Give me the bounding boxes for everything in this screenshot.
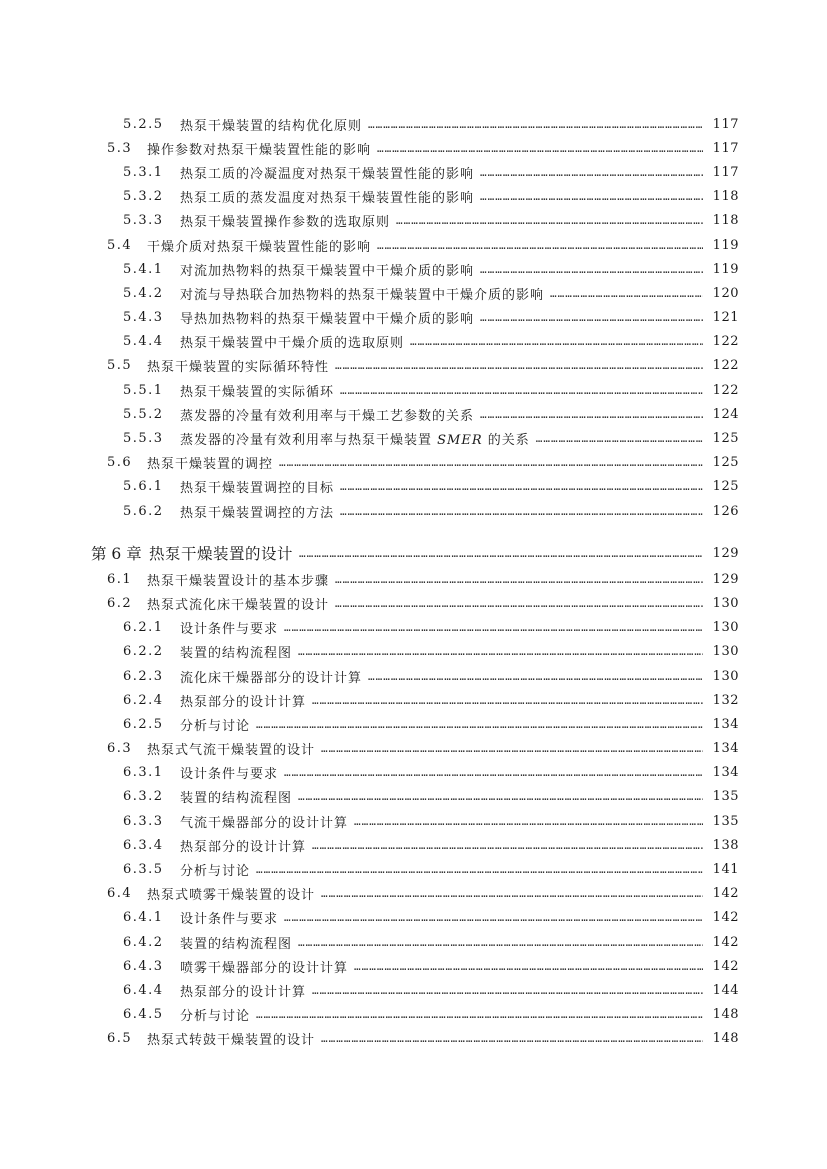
entry-title: 流化床干燥器部分的设计计算	[180, 670, 363, 686]
toc-entry-row[interactable]	[0, 209, 827, 233]
entry-page-number: 118	[712, 213, 739, 229]
entry-number: 5.6.1	[123, 479, 164, 495]
entry-number: 6.4.4	[123, 982, 164, 998]
chapter-title: 热泵干燥装置的设计	[149, 545, 294, 564]
entry-title: 热泵干燥装置设计的基本步骤	[147, 573, 330, 589]
entry-title: 热泵部分的设计计算	[180, 839, 307, 855]
entry-page-number: 142	[712, 910, 739, 926]
dot-leader	[312, 839, 703, 852]
entry-page-number: 138	[712, 837, 739, 853]
entry-number: 6.2.1	[123, 620, 164, 636]
entry-title: 热泵干燥装置的实际循环	[180, 384, 335, 400]
entry-title: 对流加热物料的热泵干燥装置中干燥介质的影响	[180, 263, 475, 279]
entry-page-number: 130	[712, 620, 739, 636]
entry-title: 热泵式气流干燥装置的设计	[147, 743, 316, 759]
toc-entry-row[interactable]	[0, 185, 827, 209]
entry-number: 6.2.2	[123, 644, 164, 660]
toc-entry-row[interactable]	[0, 281, 827, 305]
entry-page-number: 130	[712, 595, 739, 611]
toc-entry-row[interactable]	[0, 354, 827, 378]
dot-leader	[550, 287, 703, 300]
toc-entry-row[interactable]	[0, 809, 827, 833]
toc-entry-row[interactable]	[0, 402, 827, 426]
toc-entry-row[interactable]	[0, 978, 827, 1002]
dot-leader	[368, 118, 703, 131]
entry-page-number: 130	[712, 644, 739, 660]
entry-page-number: 134	[712, 716, 739, 732]
dot-leader	[377, 142, 703, 155]
entry-page-number: 122	[712, 382, 739, 398]
dot-leader	[321, 1032, 703, 1045]
entry-number: 6.2.5	[123, 716, 164, 732]
entry-number: 5.5.3	[123, 431, 164, 447]
entry-page-number: 121	[712, 310, 739, 326]
entry-title: 干燥介质对热泵干燥装置性能的影响	[147, 239, 372, 255]
toc-entry-row[interactable]	[0, 906, 827, 930]
entry-page-number: 118	[712, 189, 739, 205]
toc-entry-row[interactable]	[0, 330, 827, 354]
entry-number: 5.4.2	[123, 285, 164, 301]
entry-number: 6.1	[107, 571, 133, 587]
entry-number: 5.5.1	[123, 382, 164, 398]
entry-page-number: 122	[712, 334, 739, 350]
chapter-page-number: 129	[712, 545, 739, 561]
entry-number: 6.3.2	[123, 789, 164, 805]
dot-leader	[410, 335, 703, 348]
dot-leader	[256, 1008, 703, 1021]
dot-leader	[480, 311, 703, 324]
toc-entry-row[interactable]	[0, 426, 827, 450]
entry-number: 5.3	[107, 140, 133, 156]
entry-page-number: 117	[712, 140, 739, 156]
dot-leader	[480, 166, 703, 179]
entry-number: 6.2.4	[123, 692, 164, 708]
entry-page-number: 142	[712, 934, 739, 950]
dot-leader	[321, 887, 703, 900]
entry-title: 蒸发器的冷量有效利用率与热泵干燥装置 SMER 的关系	[180, 433, 530, 449]
entry-number: 5.5.2	[123, 406, 164, 422]
dot-leader	[335, 359, 703, 372]
entry-page-number: 144	[712, 982, 739, 998]
dot-leader	[298, 790, 703, 803]
toc-entry-row[interactable]	[0, 737, 827, 761]
entry-number: 6.4.1	[123, 910, 164, 926]
entry-page-number: 126	[712, 503, 739, 519]
toc-entry-row[interactable]	[0, 640, 827, 664]
entry-number: 6.5	[107, 1031, 133, 1047]
entry-title: 热泵干燥装置的调控	[147, 457, 274, 473]
entry-title: 热泵式流化床干燥装置的设计	[147, 597, 330, 613]
entry-number: 5.3.1	[123, 164, 164, 180]
chapter-number: 第 6 章	[91, 545, 142, 564]
entry-number: 5.4	[107, 237, 133, 253]
entry-page-number: 148	[712, 1007, 739, 1023]
entry-number: 6.4.2	[123, 934, 164, 950]
dot-leader	[321, 742, 703, 755]
entry-number: 5.6.2	[123, 503, 164, 519]
entry-page-number: 134	[712, 741, 739, 757]
toc-entry-row[interactable]	[0, 688, 827, 712]
entry-title: 分析与讨论	[180, 718, 251, 734]
dot-leader	[354, 960, 703, 973]
dot-leader	[340, 384, 703, 397]
dot-leader	[377, 239, 703, 252]
entry-title: 设计条件与要求	[180, 767, 279, 783]
entry-number: 5.4.3	[123, 310, 164, 326]
entry-title: 热泵干燥装置调控的方法	[180, 505, 335, 521]
dot-leader	[536, 432, 703, 445]
entry-title: 装置的结构流程图	[180, 791, 293, 807]
dot-leader	[340, 505, 703, 518]
entry-page-number: 142	[712, 886, 739, 902]
dot-leader	[312, 694, 703, 707]
toc-entry-row[interactable]	[0, 499, 827, 523]
entry-page-number: 135	[712, 813, 739, 829]
toc-entry-row[interactable]	[0, 451, 827, 475]
toc-entry-row[interactable]	[0, 712, 827, 736]
toc-entry-row[interactable]	[0, 785, 827, 809]
entry-number: 6.4	[107, 886, 133, 902]
toc-chapter-row[interactable]	[0, 539, 827, 567]
entry-title: 热泵干燥装置操作参数的选取原则	[180, 215, 391, 231]
entry-number: 5.2.5	[123, 116, 164, 132]
dot-leader	[284, 911, 703, 924]
entry-page-number: 125	[712, 455, 739, 471]
dot-leader	[284, 621, 703, 634]
entry-title: 设计条件与要求	[180, 912, 279, 928]
entry-title: 设计条件与要求	[180, 622, 279, 638]
entry-title: 热泵干燥装置的结构优化原则	[180, 118, 363, 134]
entry-page-number: 129	[712, 571, 739, 587]
toc-entry-row[interactable]	[0, 136, 827, 160]
entry-title: 对流与导热联合加热物料的热泵干燥装置中干燥介质的影响	[180, 287, 545, 303]
entry-number: 5.6	[107, 455, 133, 471]
entry-page-number: 125	[712, 431, 739, 447]
dot-leader	[480, 408, 703, 421]
entry-page-number: 119	[712, 237, 739, 253]
dot-leader	[284, 766, 703, 779]
dot-leader	[298, 645, 703, 658]
dot-leader	[480, 263, 703, 276]
toc-entry-row[interactable]	[0, 257, 827, 281]
entry-number: 6.3.1	[123, 765, 164, 781]
entry-title: 热泵部分的设计计算	[180, 694, 307, 710]
entry-page-number: 117	[712, 116, 739, 132]
entry-page-number: 141	[712, 862, 739, 878]
entry-page-number: 142	[712, 958, 739, 974]
entry-title: 分析与讨论	[180, 1009, 251, 1025]
toc-entry-row[interactable]	[0, 475, 827, 499]
entry-page-number: 120	[712, 285, 739, 301]
toc-entry-row[interactable]	[0, 857, 827, 881]
entry-number: 6.3	[107, 741, 133, 757]
toc-entry-row[interactable]	[0, 160, 827, 184]
toc-entry-row[interactable]	[0, 954, 827, 978]
entry-page-number: 148	[712, 1031, 739, 1047]
entry-page-number: 130	[712, 668, 739, 684]
toc-entry-row[interactable]	[0, 306, 827, 330]
entry-page-number: 125	[712, 479, 739, 495]
entry-title: 热泵工质的冷凝温度对热泵干燥装置性能的影响	[180, 166, 475, 182]
entry-title: 热泵干燥装置的实际循环特性	[147, 360, 330, 376]
table-of-contents	[0, 112, 827, 1051]
entry-number: 6.3.5	[123, 862, 164, 878]
toc-entry-row[interactable]	[0, 761, 827, 785]
dot-leader	[354, 815, 703, 828]
entry-title: 热泵部分的设计计算	[180, 984, 307, 1000]
entry-number: 6.2	[107, 595, 133, 611]
entry-title: 装置的结构流程图	[180, 936, 293, 952]
entry-page-number: 117	[712, 164, 739, 180]
toc-entry-row[interactable]	[0, 882, 827, 906]
entry-number: 6.4.5	[123, 1007, 164, 1023]
dot-leader	[368, 670, 703, 683]
entry-number: 6.4.3	[123, 958, 164, 974]
entry-number: 5.3.3	[123, 213, 164, 229]
dot-leader	[299, 547, 703, 560]
dot-leader	[335, 597, 703, 610]
toc-entry-row[interactable]	[0, 233, 827, 257]
toc-entry-row[interactable]	[0, 664, 827, 688]
entry-number: 6.3.3	[123, 813, 164, 829]
entry-page-number: 122	[712, 358, 739, 374]
dot-leader	[480, 190, 703, 203]
entry-number: 5.5	[107, 358, 133, 374]
toc-group-chapter-6	[0, 567, 827, 1051]
dot-leader	[256, 718, 703, 731]
toc-entry-row[interactable]	[0, 833, 827, 857]
toc-entry-row[interactable]	[0, 591, 827, 615]
entry-number: 5.3.2	[123, 189, 164, 205]
entry-title: 导热加热物料的热泵干燥装置中干燥介质的影响	[180, 312, 475, 328]
entry-number: 5.4.1	[123, 261, 164, 277]
entry-title: 喷雾干燥器部分的设计计算	[180, 960, 349, 976]
toc-group-chapter-5	[0, 112, 827, 523]
entry-title: 分析与讨论	[180, 864, 251, 880]
entry-title: 装置的结构流程图	[180, 646, 293, 662]
dot-leader	[396, 214, 703, 227]
toc-entry-row[interactable]	[0, 616, 827, 640]
entry-title: 气流干燥器部分的设计计算	[180, 815, 349, 831]
entry-title: 蒸发器的冷量有效利用率与干燥工艺参数的关系	[180, 408, 475, 424]
entry-title: 热泵式喷雾干燥装置的设计	[147, 888, 316, 904]
entry-number: 6.2.3	[123, 668, 164, 684]
toc-entry-row[interactable]	[0, 378, 827, 402]
entry-page-number: 124	[712, 406, 739, 422]
toc-entry-row[interactable]	[0, 930, 827, 954]
entry-page-number: 135	[712, 789, 739, 805]
entry-title: 热泵工质的蒸发温度对热泵干燥装置性能的影响	[180, 191, 475, 207]
toc-entry-row[interactable]	[0, 567, 827, 591]
dot-leader	[256, 863, 703, 876]
entry-title: 热泵干燥装置调控的目标	[180, 481, 335, 497]
dot-leader	[312, 984, 703, 997]
entry-number: 5.4.4	[123, 334, 164, 350]
entry-title: 热泵式转鼓干燥装置的设计	[147, 1033, 316, 1049]
entry-number: 6.3.4	[123, 837, 164, 853]
dot-leader	[335, 573, 703, 586]
toc-entry-row[interactable]	[0, 1027, 827, 1051]
entry-page-number: 132	[712, 692, 739, 708]
entry-title: 热泵干燥装置中干燥介质的选取原则	[180, 336, 405, 352]
dot-leader	[340, 480, 703, 493]
dot-leader	[298, 936, 703, 949]
toc-entry-row[interactable]	[0, 112, 827, 136]
entry-title: 操作参数对热泵干燥装置性能的影响	[147, 142, 372, 158]
toc-entry-row[interactable]	[0, 1003, 827, 1027]
dot-leader	[279, 456, 703, 469]
entry-page-number: 134	[712, 765, 739, 781]
entry-page-number: 119	[712, 261, 739, 277]
